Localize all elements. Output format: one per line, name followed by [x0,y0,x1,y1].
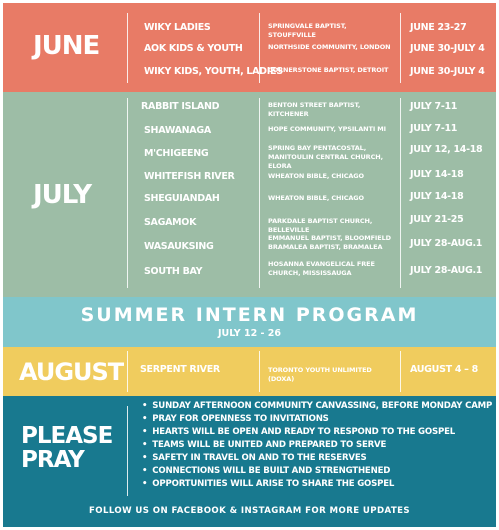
pray-heading [21,424,112,472]
july-row-2-date: JULY 7-11 [410,123,458,134]
june-row-2-church: NORTHSIDE COMMUNITY, LONDON [268,43,391,51]
august-row-1-church: TORONTO YOUTH UNLIMITED (DOXA) [268,366,372,383]
divider [127,98,128,288]
june-row-1-church: SPRINGVALE BAPTIST, STOUFFVILLE [268,22,347,39]
june-row-3-date: JUNE 30-JULY 4 [410,66,485,77]
june-row-1-group: WIKY LADIES [144,22,211,33]
july-row-3-date: JULY 12, 14-18 [410,144,483,155]
july-row-1-church: BENTON STREET BAPTIST, KITCHENER [268,101,361,118]
prayer-item: • SAFETY IN TRAVEL ON AND TO THE RESERVES [142,452,492,465]
divider [127,13,128,83]
intern-section [3,297,496,347]
pray-heading-line-2: PRAY [21,447,84,473]
prayer-list [142,400,492,491]
july-row-8-group: SOUTH BAY [144,266,203,277]
june-row-3-group: WIKY KIDS, YOUTH, LADIES [144,66,283,77]
divider [400,98,401,288]
july-row-6-church: PARKDALE BAPTIST CHURCH, BELLEVILLE [268,217,373,234]
july-row-6-group: SAGAMOK [144,217,197,228]
july-row-7-church: EMMANUEL BAPTIST, BLOOMFIELD BRAMALEA BAPTIST, BRAMALEA [268,234,391,251]
prayer-item: • OPPORTUNITIES WILL ARISE TO SHARE THE GOSPEL [142,478,492,491]
august-row-1-date: AUGUST 4 – 8 [410,364,478,375]
august-row-1-group: SERPENT RIVER [140,364,220,375]
june-row-2-group: AOK KIDS & YOUTH [144,43,243,54]
july-row-2-group: SHAWANAGA [144,125,211,136]
divider [259,351,260,392]
prayer-item: • HEARTS WILL BE OPEN AND READY TO RESPOND TO THE GOSPEL [142,426,492,439]
june-row-1-date: JUNE 23-27 [410,22,467,33]
july-row-3-group: M'CHIGEENG [144,148,209,159]
intern-title: SUMMER INTERN PROGRAM [80,304,419,326]
july-row-8-church: HOSANNA EVANGELICAL FREE CHURCH, MISSISSAUGA [268,260,375,277]
july-row-3-church: SPRING BAY PENTACOSTAL, MANITOULIN CENTRAL CHURCH, ELORA [268,144,383,170]
july-row-7-date: JULY 28-AUG.1 [410,238,483,249]
intern-dates: JULY 12 - 26 [217,328,281,339]
july-row-1-date: JULY 7-11 [410,101,458,112]
july-row-6-date: JULY 21-25 [410,214,464,225]
july-section [3,92,496,297]
june-section [3,3,496,92]
divider [259,98,260,288]
divider [400,13,401,83]
prayer-item: • SUNDAY AFTERNOON COMMUNITY CANVASSING, BEFORE MONDAY CAMP [142,400,492,413]
july-heading: JULY [33,180,92,210]
pray-section [3,396,496,527]
prayer-item: • TEAMS WILL BE UNITED AND PREPARED TO SERVE [142,439,492,452]
august-section [3,347,496,396]
july-row-8-date: JULY 28-AUG.1 [410,265,483,276]
pray-heading-line-1: PLEASE [21,423,113,449]
divider [127,406,128,496]
social-footer: FOLLOW US ON FACEBOOK & INSTAGRAM FOR MORE UPDATES [89,506,410,516]
prayer-item: • PRAY FOR OPENNESS TO INVITATIONS [142,413,492,426]
july-row-4-group: WHITEFISH RIVER [144,171,235,182]
july-row-7-group: WASAUKSING [144,241,214,252]
prayer-item: • CONNECTIONS WILL BE BUILT AND STRENGTHENED [142,465,492,478]
divider [400,351,401,392]
july-row-4-date: JULY 14-18 [410,169,464,180]
june-row-3-church: CORNERSTONE BAPTIST, DETROIT [268,66,389,74]
july-row-5-date: JULY 14-18 [410,191,464,202]
july-row-1-group: RABBIT ISLAND [141,101,220,112]
july-row-5-church: WHEATON BIBLE, CHICAGO [268,194,364,202]
july-row-5-group: SHEGUIANDAH [144,193,220,204]
june-row-2-date: JUNE 30-JULY 4 [410,43,485,54]
august-heading: AUGUST [19,358,124,386]
divider [127,351,128,392]
july-row-4-church: WHEATON BIBLE, CHICAGO [268,172,364,180]
july-row-2-church: HOPE COMMUNITY, YPSILANTI MI [268,125,386,133]
june-heading: JUNE [33,31,100,61]
